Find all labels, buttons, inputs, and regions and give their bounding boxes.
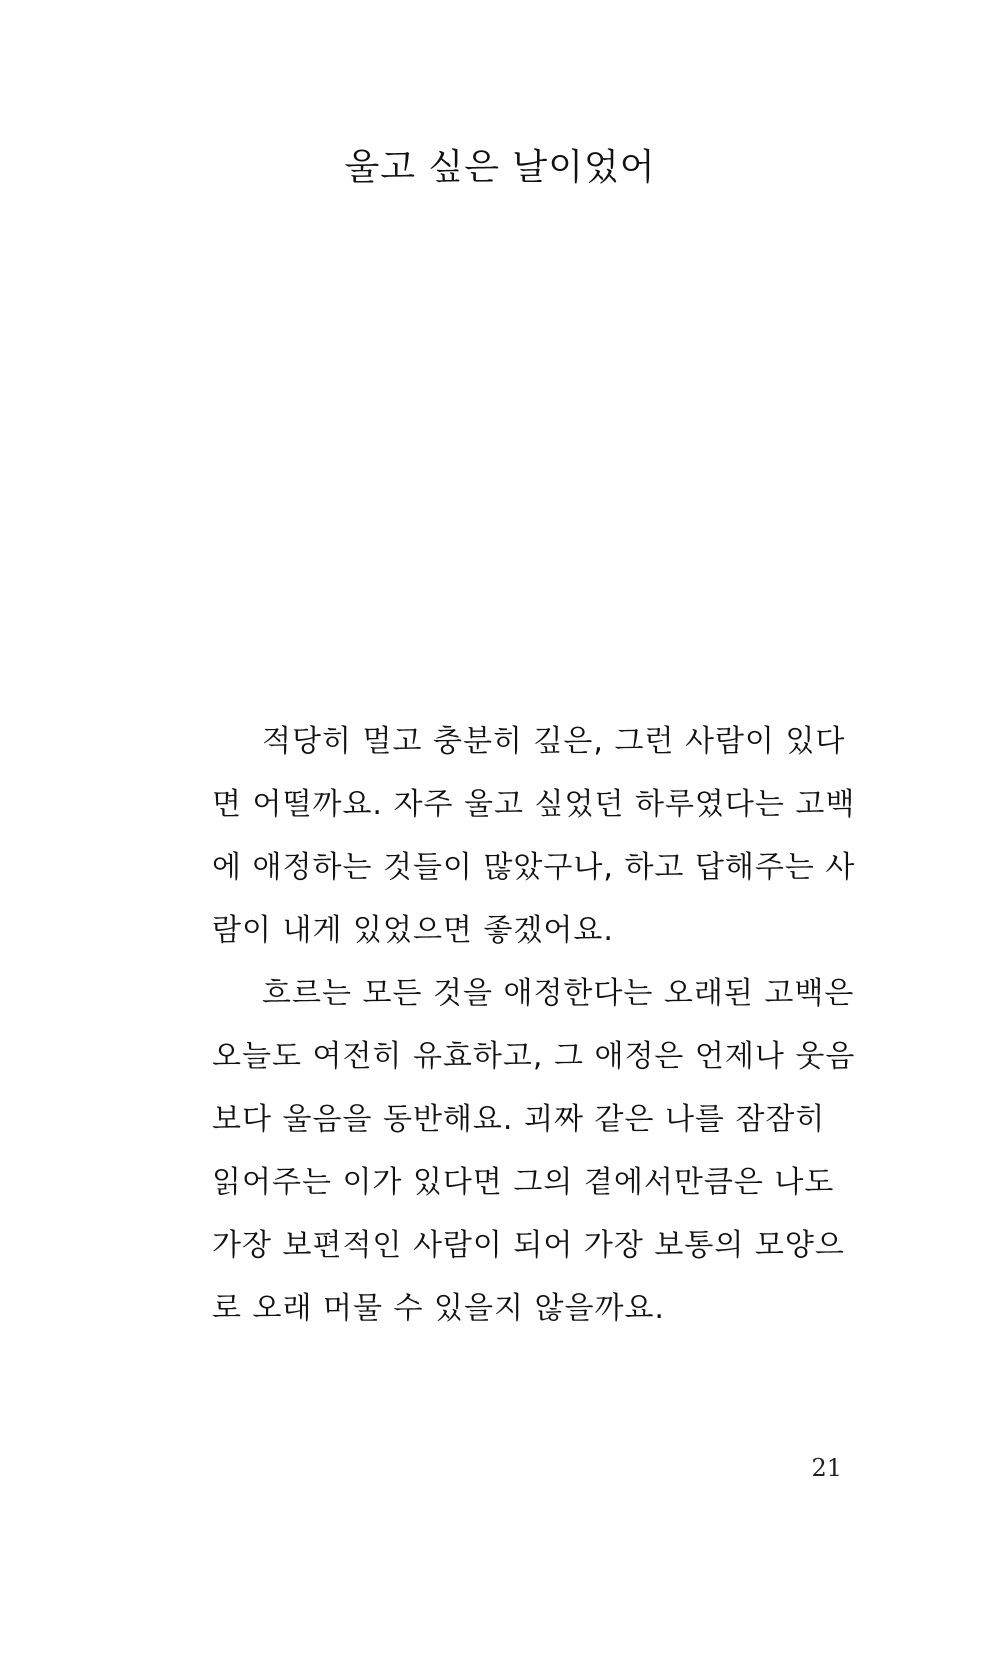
paragraph-1 xyxy=(212,710,856,962)
paragraph-2 xyxy=(212,962,856,1340)
text-line: 로 오래 머물 수 있을지 않을까요. xyxy=(212,1291,665,1326)
body-text xyxy=(212,710,856,1340)
text-line: 보다 울음을 동반해요. 괴짜 같은 나를 잠잠히 xyxy=(212,1102,826,1137)
text-line: 적당히 멀고 충분히 깊은, 그런 사람이 있다 xyxy=(262,724,846,759)
chapter-title: 울고 싶은 날이었어 xyxy=(344,147,656,188)
page-number: 21 xyxy=(811,1454,842,1482)
text-line: 오늘도 여전히 유효하고, 그 애정은 언제나 웃음 xyxy=(212,1039,856,1074)
text-line: 가장 보편적인 사람이 되어 가장 보통의 모양으 xyxy=(212,1228,845,1263)
text-line: 흐르는 모든 것을 애정한다는 오래된 고백은 xyxy=(262,976,855,1011)
text-line: 읽어주는 이가 있다면 그의 곁에서만큼은 나도 xyxy=(212,1165,835,1200)
text-line: 람이 내게 있었으면 좋겠어요. xyxy=(212,913,614,948)
text-line: 에 애정하는 것들이 많았구나, 하고 답해주는 사 xyxy=(212,850,856,885)
text-line: 면 어떨까요. 자주 울고 싶었던 하루였다는 고백 xyxy=(212,787,856,822)
